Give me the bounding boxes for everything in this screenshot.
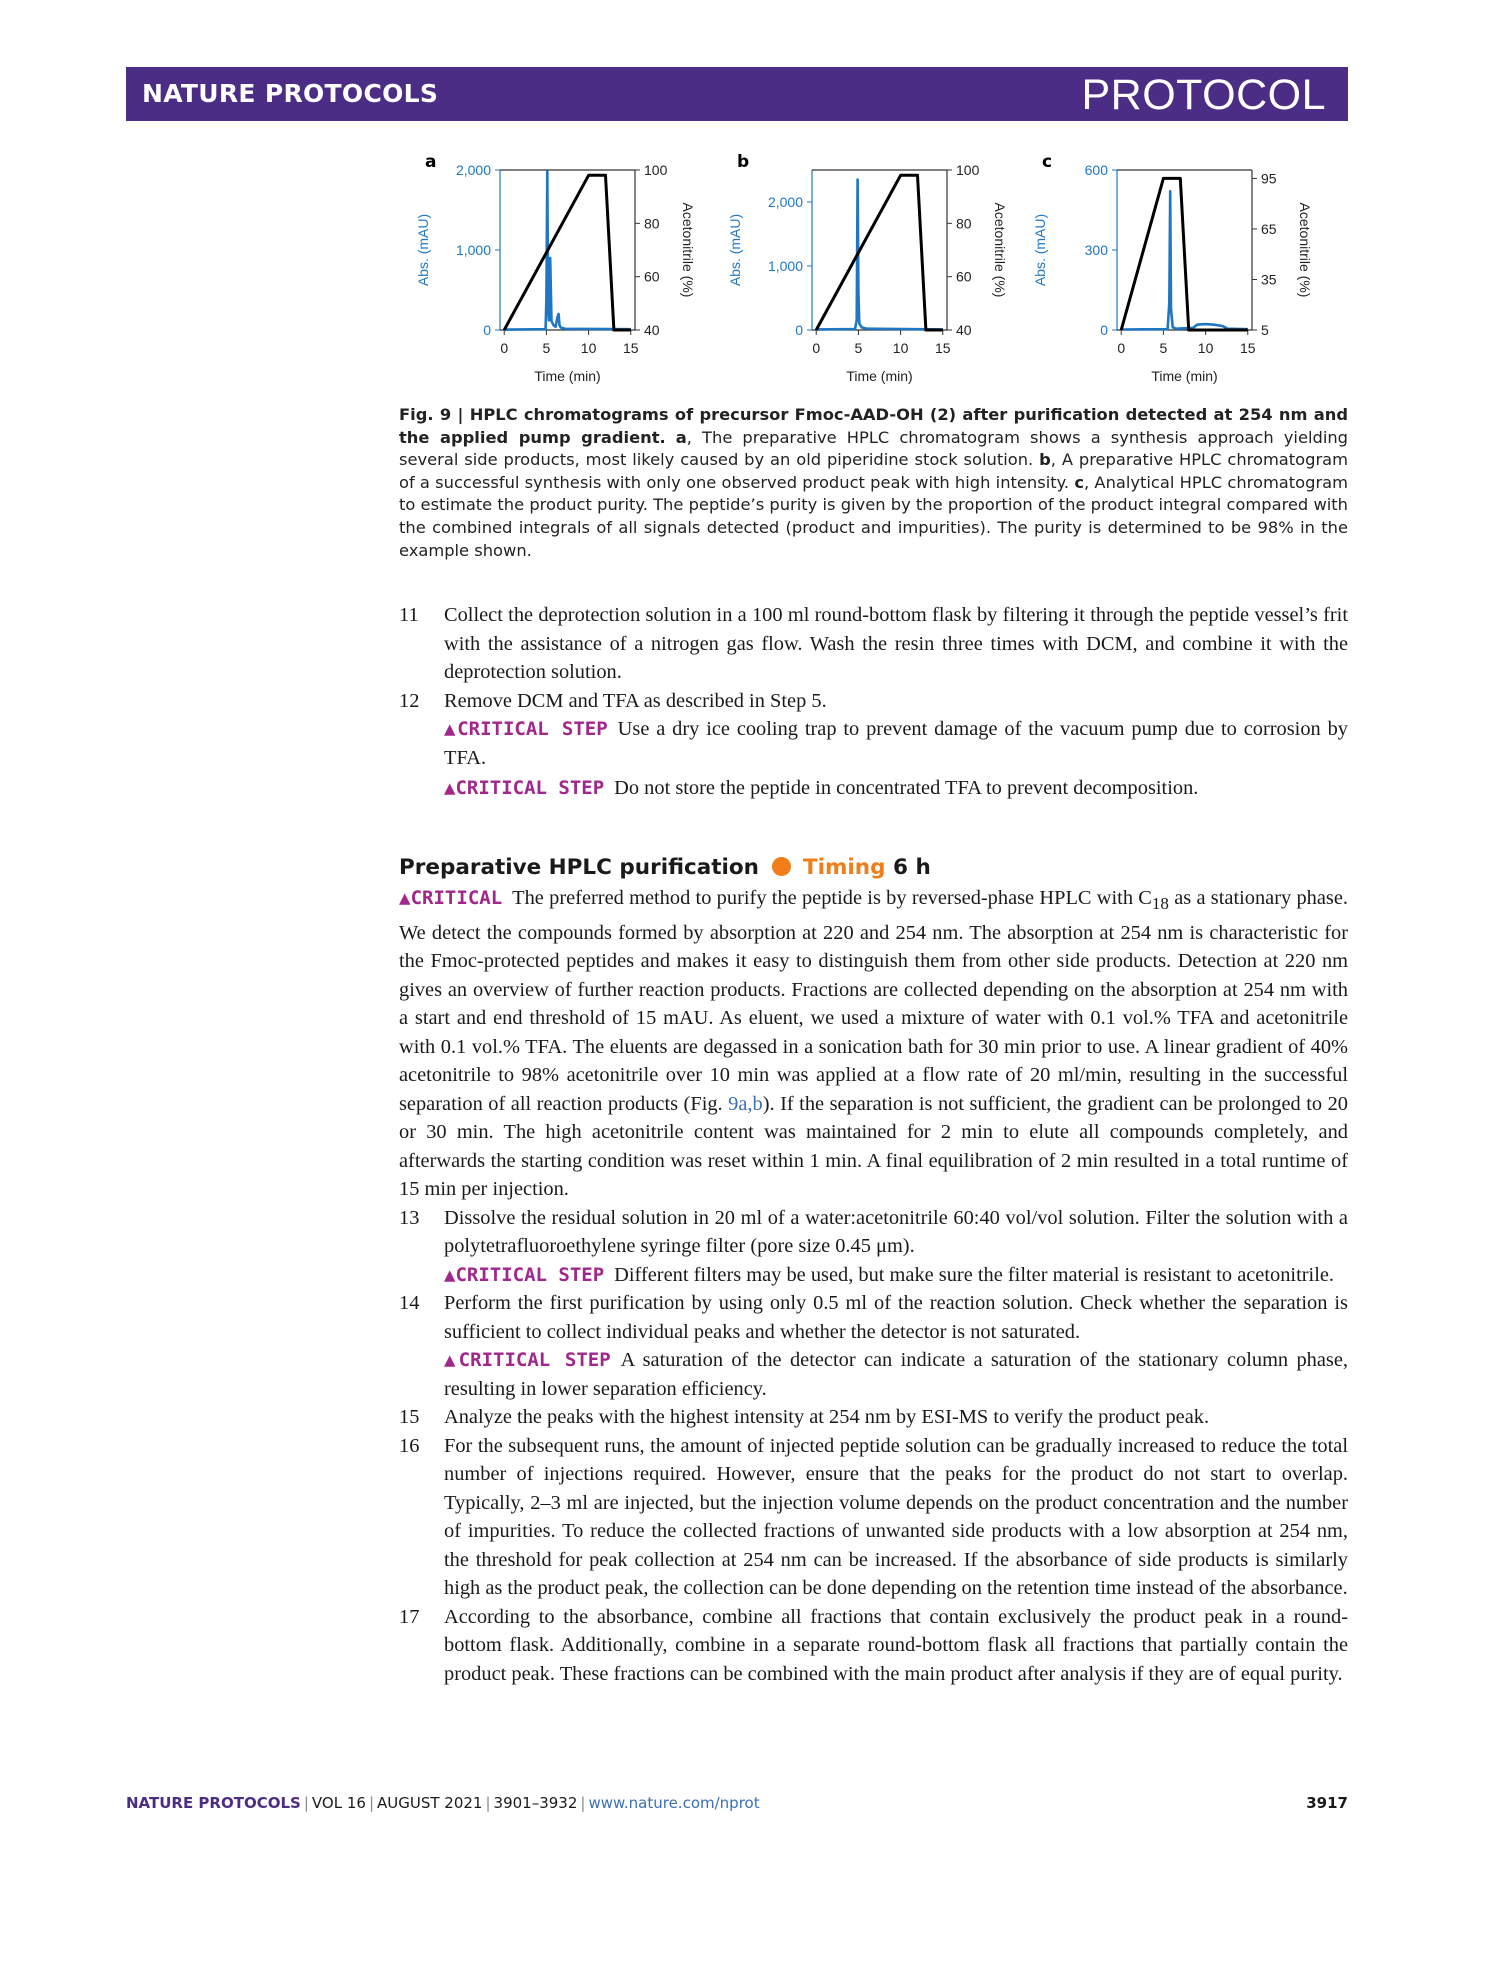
caption-a-label: a [675, 427, 687, 447]
x-tick-label: 15 [622, 340, 639, 356]
y2-tick-label: 60 [956, 268, 972, 285]
critical-step-label: ▲CRITICAL STEP [444, 1263, 605, 1286]
steps-block-1 [399, 601, 1348, 803]
step-text: Dissolve the residual solution in 20 ml of a water:acetonitrile 60:40 vol/vol solution. Filter the solution with a polytetrafluoroethylene syringe filter (pore size 0.45 μm). [444, 1206, 1348, 1258]
x-tick-label: 0 [500, 340, 509, 356]
x-axis-label: Time (min) [1151, 368, 1218, 384]
gradient-line [816, 175, 943, 330]
step-13 [399, 1204, 1348, 1290]
y2-tick-label: 40 [644, 322, 660, 338]
critical-step-label: ▲CRITICAL STEP [444, 1349, 611, 1372]
critical-step-label: ▲CRITICAL STEP [444, 718, 608, 740]
step-number: 16 [399, 1434, 420, 1457]
y2-tick-label: 95 [1261, 170, 1277, 187]
step-text: Remove DCM and TFA as described in Step 5. [444, 689, 827, 712]
step-number: 12 [399, 689, 420, 712]
step-number: 14 [399, 1292, 420, 1315]
y-tick-label: 0 [795, 322, 803, 338]
article-type: PROTOCOL [1081, 71, 1326, 119]
journal-name: NATURE PROTOCOLS [142, 79, 439, 108]
y-tick-label: 1,000 [455, 242, 491, 258]
y2-axis-label: Acetonitrile (%) [992, 202, 1008, 298]
timing-icon [772, 857, 791, 876]
y-tick-label: 0 [1100, 322, 1108, 338]
x-axis-label: Time (min) [534, 368, 601, 384]
step-text: Analyze the peaks with the highest intensity at 254 nm by ESI-MS to verify the product peak. [444, 1406, 1210, 1429]
step-text: Perform the first purification by using only 0.5 ml of the reaction solution. Check whether the separation is sufficient to collect individual peaks and whether the detector is not saturated. [444, 1292, 1348, 1343]
y2-tick-label: 5 [1261, 322, 1269, 338]
y-tick-label: 1,000 [767, 258, 803, 274]
step-12 [399, 687, 1348, 803]
y2-tick-label: 65 [1261, 220, 1277, 237]
x-tick-label: 0 [1117, 340, 1126, 356]
timing-label: Timing [802, 855, 886, 880]
x-tick-label: 5 [542, 340, 551, 356]
x-tick-label: 10 [580, 340, 597, 356]
critical-step-note [444, 1261, 1348, 1290]
y-axis-label: Abs. (mAU) [415, 213, 431, 287]
intro-text: The preferred method to purify the peptide is by reversed-phase HPLC with C [512, 887, 1152, 909]
y-tick-label: 2,000 [455, 162, 491, 178]
footer-volume: VOL 16 [311, 1794, 366, 1812]
footer-pages: 3901–3932 [493, 1794, 578, 1812]
step-text: Collect the deprotection solution in a 100 ml round-bottom flask by filtering it through the peptide vessel’s frit with the assistance of a nitrogen gas flow. Wash the resin three times with DCM, and combine it with the deprotection solution. [444, 604, 1348, 683]
y2-tick-label: 100 [956, 162, 980, 178]
caption-b-label: b [1039, 450, 1051, 470]
x-tick-label: 10 [892, 340, 909, 356]
intro-text: as a stationary phase. We detect the compounds formed by absorption at 220 and 254 nm. The absorption at 254 nm is characteristic for the Fmoc-protected peptides and makes it easy to distinguish them from other side products. Detection at 220 nm gives an overview of further reaction products. Fractions are collected depending on the absorption at 254 nm with a start and end threshold of 15 mAU. As eluent, we used a mixture of water with 0.1 vol.% TFA and acetonitrile with 0.1 vol.% TFA. The eluents are degassed in a sonication bath for 30 min prior to use. A linear gradient of 40% acetonitrile to 98% acetonitrile over 10 min was applied at a flow rate of 20 ml/min, resulting in the successful separation of all reaction products (Fig. [399, 887, 1349, 1115]
step-14 [399, 1289, 1348, 1403]
y-axis-label: Abs. (mAU) [1032, 213, 1048, 287]
section-title: Preparative HPLC purification [399, 855, 759, 880]
gradient-line [1121, 178, 1248, 330]
caption-a-text: , The preparative HPLC chromatogram shows a synthesis approach yielding several side products, most likely caused by an old piperidine stock solution. [399, 427, 1348, 470]
panel-label: a [425, 152, 437, 172]
critical-step-text: A saturation of the detector can indicate a saturation of the stationary column phase, resulting in lower separation efficiency. [444, 1349, 1348, 1400]
gradient-line [504, 175, 631, 330]
step-text: According to the absorbance, combine all fractions that contain exclusively the product peak in a round-bottom flask. Additionally, combine in a separate round-bottom flask all fractions that partially contain the product peak. These fractions can be combined with the main product after analysis if they are of equal purity. [444, 1605, 1348, 1685]
page-number: 3917 [1306, 1794, 1348, 1812]
intro-subscript: 18 [1151, 894, 1169, 914]
y2-tick-label: 40 [956, 322, 972, 338]
figure-caption [399, 404, 1348, 562]
critical-step-text: Different filters may be used, but make sure the filter material is resistant to acetonitrile. [614, 1263, 1335, 1286]
y2-tick-label: 80 [644, 215, 660, 232]
y-tick-label: 300 [1084, 242, 1108, 258]
caption-c-label: c [1074, 472, 1085, 492]
step-16 [399, 1432, 1348, 1603]
header-banner [126, 67, 1348, 121]
y2-tick-label: 80 [956, 215, 972, 232]
step-17 [399, 1603, 1348, 1689]
critical-step-note [444, 774, 1348, 803]
step-text: For the subsequent runs, the amount of injected peptide solution can be gradually increased to reduce the total number of injections required. However, ensure that the peaks for the product do not start to overlap. Typically, 2–3 ml are injected, but the injection volume depends on the product concentration and the number of impurities. To reduce the collected fractions of unwanted side products with a low absorption at 254 nm, the threshold for peak collection at 254 nm can be increased. If the absorbance of side products is similarly high as the product peak, the collection can be done depending on the retention time instead of the absorbance. [444, 1434, 1348, 1600]
step-15 [399, 1403, 1348, 1432]
y-tick-label: 0 [483, 322, 491, 338]
y-tick-label: 600 [1084, 162, 1108, 178]
x-tick-label: 10 [1197, 340, 1214, 356]
x-axis-label: Time (min) [846, 368, 913, 384]
panel-label: b [737, 152, 750, 172]
critical-label: ▲CRITICAL [399, 887, 503, 909]
critical-step-text: Do not store the peptide in concentrated TFA to prevent decomposition. [614, 777, 1199, 799]
step-number: 15 [399, 1406, 420, 1429]
critical-step-label: ▲CRITICAL STEP [444, 777, 605, 799]
steps-block-2 [399, 884, 1348, 1688]
x-tick-label: 5 [1159, 340, 1168, 356]
figure-9 [395, 150, 1355, 395]
footer-journal: NATURE PROTOCOLS [126, 1794, 301, 1812]
y-axis-label: Abs. (mAU) [727, 213, 743, 287]
step-number: 13 [399, 1206, 420, 1229]
critical-intro-paragraph [399, 884, 1348, 1204]
footer-url[interactable]: www.nature.com/nprot [588, 1794, 760, 1812]
x-tick-label: 5 [854, 340, 863, 356]
chart-panel-b [727, 152, 1008, 384]
y2-tick-label: 60 [644, 268, 660, 285]
x-tick-label: 0 [812, 340, 821, 356]
timing-value: 6 h [893, 855, 931, 880]
critical-step-note [444, 1346, 1348, 1403]
y2-tick-label: 35 [1261, 271, 1277, 288]
step-number: 11 [399, 604, 419, 626]
figure-link[interactable]: 9a,b [728, 1092, 763, 1115]
footer-date: AUGUST 2021 [377, 1794, 483, 1812]
y2-tick-label: 100 [644, 162, 668, 178]
intro-text: ). If the separation is not sufficient, the gradient can be prolonged to 20 or 30 min. The high acetonitrile content was maintained for 2 min to elute all compounds completely, and afterwards the starting condition was reset within 1 min. A final equilibration of 2 min resulted in a total runtime of 15 min per injection. [399, 1092, 1348, 1201]
y-tick-label: 2,000 [767, 194, 803, 210]
x-tick-label: 15 [934, 340, 951, 356]
caption-c-text: , Analytical HPLC chromatogram to estimate the product purity. The peptide’s purity is given by the proportion of the product integral compared with the combined integrals of all signals detected (product and impurities). The purity is determined to be 98% in the example shown. [399, 472, 1348, 560]
caption-title: Fig. 9 | HPLC chromatograms of precursor Fmoc-AAD-OH (2) after purification detected at 254 nm and the applied pump gradient. [399, 405, 1348, 447]
caption-b-text: , A preparative HPLC chromatogram of a successful synthesis with only one observed product peak with high intensity. [399, 450, 1348, 492]
chart-panel-c [1032, 152, 1313, 384]
y2-axis-label: Acetonitrile (%) [680, 202, 696, 298]
critical-step-text: Use a dry ice cooling trap to prevent damage of the vacuum pump due to corrosion by TFA. [444, 718, 1348, 769]
page-footer: NATURE PROTOCOLS | VOL 16 | AUGUST 2021 | 3901–3932 | www.nature.com/nprot 3917 [126, 1794, 1348, 1812]
chart-panel-a [415, 152, 696, 384]
x-tick-label: 15 [1239, 340, 1256, 356]
panel-label: c [1042, 152, 1053, 172]
step-11 [399, 601, 1348, 687]
critical-step-note [444, 715, 1348, 772]
y2-axis-label: Acetonitrile (%) [1297, 202, 1313, 298]
step-number: 17 [399, 1605, 420, 1628]
section-heading [399, 855, 931, 880]
